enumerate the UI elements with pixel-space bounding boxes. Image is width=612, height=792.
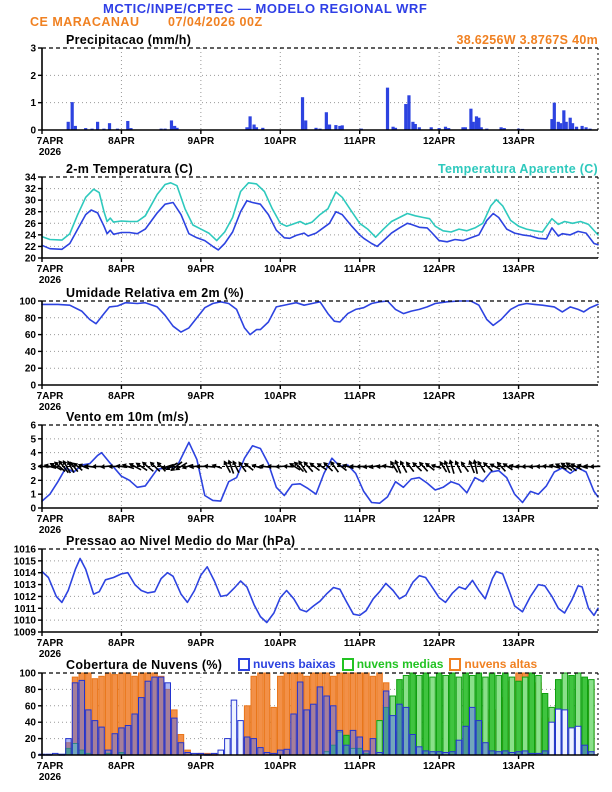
plot-frame: [42, 549, 598, 632]
svg-text:12APR: 12APR: [423, 761, 456, 772]
y-axis: [19, 297, 42, 392]
svg-text:40: 40: [24, 346, 36, 358]
svg-text:11APR: 11APR: [343, 514, 376, 525]
svg-text:12APR: 12APR: [423, 264, 456, 275]
svg-text:3: 3: [30, 43, 36, 55]
svg-text:34: 34: [24, 172, 36, 184]
svg-text:1016: 1016: [13, 544, 36, 556]
plot-frame: [42, 301, 598, 385]
svg-text:0: 0: [30, 750, 36, 762]
svg-text:7APR: 7APR: [36, 391, 64, 402]
svg-text:24: 24: [24, 230, 36, 242]
svg-text:8APR: 8APR: [108, 136, 135, 147]
svg-text:13APR: 13APR: [502, 136, 535, 147]
cloud-cover-chart: [0, 653, 612, 789]
svg-text:20: 20: [24, 253, 36, 265]
svg-text:30: 30: [24, 195, 36, 207]
svg-text:100: 100: [19, 668, 36, 680]
station-coordinates: 38.6256W 3.8767S 40m: [456, 33, 598, 47]
svg-text:8APR: 8APR: [108, 264, 135, 275]
svg-text:26: 26: [24, 218, 36, 230]
wind-chart: [0, 405, 612, 542]
svg-text:9APR: 9APR: [187, 638, 215, 649]
svg-text:8APR: 8APR: [108, 514, 135, 525]
svg-text:28: 28: [24, 207, 36, 219]
svg-text:5: 5: [30, 434, 36, 446]
svg-text:9APR: 9APR: [187, 264, 215, 275]
gridlines: [42, 177, 598, 258]
svg-text:1: 1: [30, 489, 36, 501]
svg-text:32: 32: [24, 184, 36, 196]
svg-text:13APR: 13APR: [502, 514, 535, 525]
svg-text:3: 3: [30, 462, 36, 473]
svg-text:40: 40: [24, 717, 36, 729]
svg-text:80: 80: [24, 313, 36, 325]
svg-text:12APR: 12APR: [423, 391, 456, 402]
svg-text:11APR: 11APR: [343, 761, 376, 772]
legend-label-nuvens-medias: nuvens medias: [356, 657, 444, 671]
svg-text:1009: 1009: [13, 627, 36, 639]
wind-data: [42, 442, 598, 503]
svg-text:9APR: 9APR: [187, 136, 215, 147]
svg-text:11APR: 11APR: [343, 391, 376, 402]
gridlines: [42, 549, 598, 632]
svg-text:2: 2: [30, 475, 36, 487]
humidity-title: Umidade Relativa em 2m (%): [66, 286, 244, 300]
x-axis: [37, 130, 536, 158]
svg-text:1015: 1015: [13, 556, 36, 568]
svg-text:4: 4: [30, 448, 36, 460]
svg-text:7APR: 7APR: [36, 264, 64, 275]
svg-text:0: 0: [30, 380, 36, 392]
temperature-title: 2-m Temperatura (C): [66, 162, 194, 176]
svg-text:2026: 2026: [38, 402, 62, 413]
svg-text:10APR: 10APR: [264, 761, 297, 772]
svg-text:60: 60: [24, 330, 36, 342]
station-name: CE MARACANAU: [30, 15, 140, 29]
svg-text:0: 0: [30, 125, 36, 137]
apparent-temperature-label: Temperatura Aparente (C): [437, 162, 598, 176]
x-axis: [37, 755, 536, 783]
model-run-datetime: 07/04/2026 00Z: [168, 15, 263, 29]
svg-text:1: 1: [30, 98, 36, 110]
svg-text:10APR: 10APR: [264, 638, 297, 649]
gridlines: [42, 48, 598, 130]
svg-text:9APR: 9APR: [187, 391, 215, 402]
svg-text:0: 0: [30, 503, 36, 515]
svg-text:2026: 2026: [38, 525, 62, 536]
svg-text:20: 20: [24, 363, 36, 375]
svg-text:1012: 1012: [13, 591, 36, 603]
svg-text:6: 6: [30, 420, 36, 432]
svg-text:7APR: 7APR: [36, 514, 64, 525]
svg-text:10APR: 10APR: [264, 514, 297, 525]
svg-text:11APR: 11APR: [343, 136, 376, 147]
clouds-data: [39, 673, 594, 755]
svg-text:2026: 2026: [38, 275, 62, 286]
svg-text:1014: 1014: [13, 568, 36, 580]
svg-text:2026: 2026: [38, 649, 62, 660]
humidity-chart: [0, 281, 612, 419]
plot-frame: [42, 48, 598, 130]
y-axis: [30, 44, 42, 137]
svg-text:13APR: 13APR: [502, 264, 535, 275]
svg-text:1010: 1010: [13, 615, 36, 627]
svg-text:12APR: 12APR: [423, 514, 456, 525]
svg-text:10APR: 10APR: [264, 264, 297, 275]
legend-label-nuvens-altas: nuvens altas: [464, 657, 538, 671]
svg-text:13APR: 13APR: [502, 391, 535, 402]
legend-label-nuvens-baixas: nuvens baixas: [253, 657, 336, 671]
svg-text:13APR: 13APR: [502, 761, 535, 772]
precipitation-title: Precipitacao (mm/h): [66, 33, 192, 47]
svg-text:10APR: 10APR: [264, 136, 297, 147]
pressure-title: Pressao ao Nivel Medio do Mar (hPa): [66, 534, 296, 548]
svg-text:2026: 2026: [38, 147, 62, 158]
page-title: MCTIC/INPE/CPTEC — MODELO REGIONAL WRF: [103, 1, 428, 16]
wind-barbs: [37, 459, 600, 475]
y-axis: [19, 669, 42, 762]
plot-frame: [42, 177, 598, 258]
svg-text:20: 20: [24, 734, 36, 746]
svg-text:12APR: 12APR: [423, 136, 456, 147]
svg-text:10APR: 10APR: [264, 391, 297, 402]
y-axis: [25, 173, 42, 265]
svg-text:12APR: 12APR: [423, 638, 456, 649]
svg-text:8APR: 8APR: [108, 638, 135, 649]
svg-text:2026: 2026: [38, 772, 62, 783]
svg-text:8APR: 8APR: [108, 761, 135, 772]
y-axis: [14, 545, 42, 639]
svg-text:22: 22: [24, 241, 36, 253]
svg-text:80: 80: [24, 684, 36, 696]
wind-title: Vento em 10m (m/s): [66, 410, 189, 424]
svg-text:7APR: 7APR: [36, 136, 64, 147]
svg-text:7APR: 7APR: [36, 761, 64, 772]
svg-text:8APR: 8APR: [108, 391, 135, 402]
pressure-data: [42, 559, 598, 623]
pressure-chart: [0, 529, 612, 666]
gridlines: [42, 301, 598, 385]
svg-text:9APR: 9APR: [187, 761, 215, 772]
svg-text:13APR: 13APR: [502, 638, 535, 649]
svg-text:60: 60: [24, 701, 36, 713]
temperature-chart: [0, 157, 612, 292]
precipitation-chart: [0, 28, 612, 164]
svg-text:7APR: 7APR: [36, 638, 64, 649]
svg-text:11APR: 11APR: [343, 638, 376, 649]
svg-text:1013: 1013: [13, 580, 36, 592]
cloud-cover-title: Cobertura de Nuvens (%): [66, 658, 223, 672]
svg-text:100: 100: [19, 296, 36, 308]
svg-text:11APR: 11APR: [343, 264, 376, 275]
precip-data: [67, 88, 592, 130]
svg-text:1011: 1011: [14, 603, 36, 615]
svg-text:2: 2: [30, 70, 36, 82]
svg-text:9APR: 9APR: [187, 514, 215, 525]
temp-data: [42, 183, 598, 250]
